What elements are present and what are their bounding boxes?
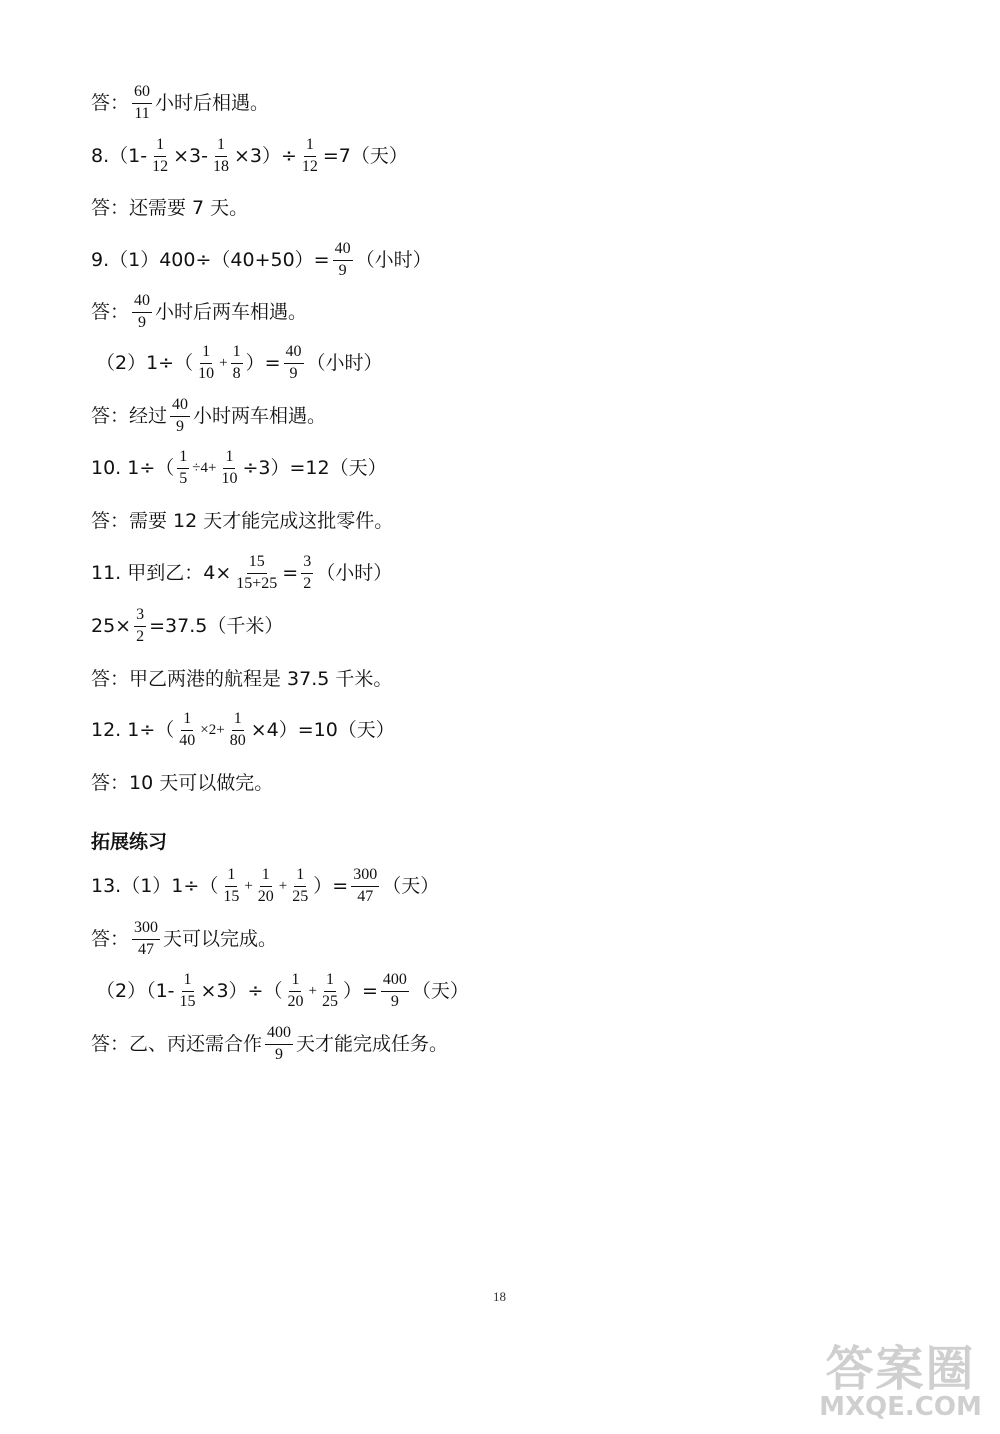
answer-line-9-2: 答：经过 $\frac{40}{9}$ 小时两车相遇。 (91, 396, 327, 435)
fraction: $\frac{40}{9}$ (134, 292, 151, 331)
fraction: $\frac{1}{40}$ (179, 710, 196, 749)
fraction: $\frac{1}{20}$ (257, 866, 274, 905)
answer-line-9-1: 答： $\frac{40}{9}$ 小时后两车相遇。 (91, 292, 308, 331)
fraction: $\frac{1}{12}$ (152, 136, 169, 175)
fraction: $\frac{3}{2}$ (303, 553, 312, 592)
fraction: $\frac{1}{20}$ (287, 971, 304, 1010)
answer-line-13-1: 答： $\frac{300}{47}$ 天可以完成。 (91, 919, 278, 958)
fraction: $\frac{15}{15+25}$ (236, 553, 278, 592)
problem-10: 10. 1÷（ $\frac{1}{5}$ ÷4+ $\frac{1}{10}$ ÷3）=12（天） (91, 448, 387, 487)
fraction: $\frac{40}{9}$ (172, 396, 189, 435)
page-number: 18 (493, 1289, 506, 1304)
fraction: $\frac{1}{18}$ (212, 136, 229, 175)
fraction: $\frac{1}{25}$ (321, 971, 338, 1010)
watermark-text: 答案圈 (825, 1341, 976, 1397)
problem-13-2: （2）（1- $\frac{1}{15}$ ×3）÷（ $\frac{1}{20}$ + $\frac{1}{25}$ ）= $\frac{400}{9}$ （天） (96, 971, 469, 1010)
fraction: $\frac{1}{80}$ (229, 710, 246, 749)
answer-line-11: 答：甲乙两港的航程是 37.5 千米。 (91, 668, 393, 690)
fraction: $\frac{1}{10}$ (221, 448, 238, 487)
watermark-url: MXQE.COM (819, 1392, 982, 1422)
fraction: $\frac{300}{47}$ (353, 866, 378, 905)
problem-8: 8.（1- $\frac{1}{12}$ ×3- $\frac{1}{18}$ ×3）÷ $\frac{1}{12}$ =7（天） (91, 136, 408, 175)
answer-line-13-2: 答：乙、丙还需合作 $\frac{400}{9}$ 天才能完成任务。 (91, 1024, 449, 1063)
fraction: $\frac{300}{47}$ (134, 919, 159, 958)
fraction: $\frac{1}{12}$ (301, 136, 318, 175)
problem-11-distance: 25× $\frac{3}{2}$ =37.5（千米） (91, 606, 284, 645)
fraction: $\frac{40}{9}$ (285, 343, 302, 382)
fraction: $\frac{40}{9}$ (334, 240, 351, 279)
fraction: $\frac{1}{25}$ (292, 866, 309, 905)
fraction: $\frac{400}{9}$ (382, 971, 407, 1010)
section-heading: 拓展练习 (91, 831, 168, 853)
watermark-logo (808, 1341, 993, 1425)
answer-line-8: 答：还需要 7 天。 (91, 197, 249, 219)
problem-11: 11. 甲到乙：4× $\frac{15}{15+25}$ = $\frac{3}{2}$ （小时） (91, 553, 393, 592)
fraction: $\frac{1}{8}$ (232, 343, 241, 382)
answer-line-1: 答： $\frac{60}{11}$ 小时后相遇。 (91, 83, 270, 122)
problem-13-1: 13.（1）1÷（ $\frac{1}{15}$ + $\frac{1}{20}$ + $\frac{1}{25}$ ）= $\frac{300}{47}$ （天） (91, 866, 440, 905)
fraction: $\frac{400}{9}$ (267, 1024, 292, 1063)
problem-9-1: 9.（1）400÷（40+50）= $\frac{40}{9}$ （小时） (91, 240, 432, 279)
problem-12: 12. 1÷（ $\frac{1}{40}$ ×2+ $\frac{1}{80}$ ×4）=10（天） (91, 710, 395, 749)
problem-9-2: （2）1÷（ $\frac{1}{10}$ + $\frac{1}{8}$ ）= $\frac{40}{9}$ （小时） (96, 343, 383, 382)
fraction: $\frac{60}{11}$ (134, 83, 151, 122)
fraction: $\frac{1}{5}$ (179, 448, 188, 487)
fraction: $\frac{3}{2}$ (136, 606, 145, 645)
answer-line-12: 答：10 天可以做完。 (91, 772, 274, 794)
fraction: $\frac{1}{15}$ (223, 866, 240, 905)
answer-line-10: 答：需要 12 天才能完成这批零件。 (91, 510, 394, 532)
fraction: $\frac{1}{15}$ (179, 971, 196, 1010)
fraction: $\frac{1}{10}$ (198, 343, 215, 382)
